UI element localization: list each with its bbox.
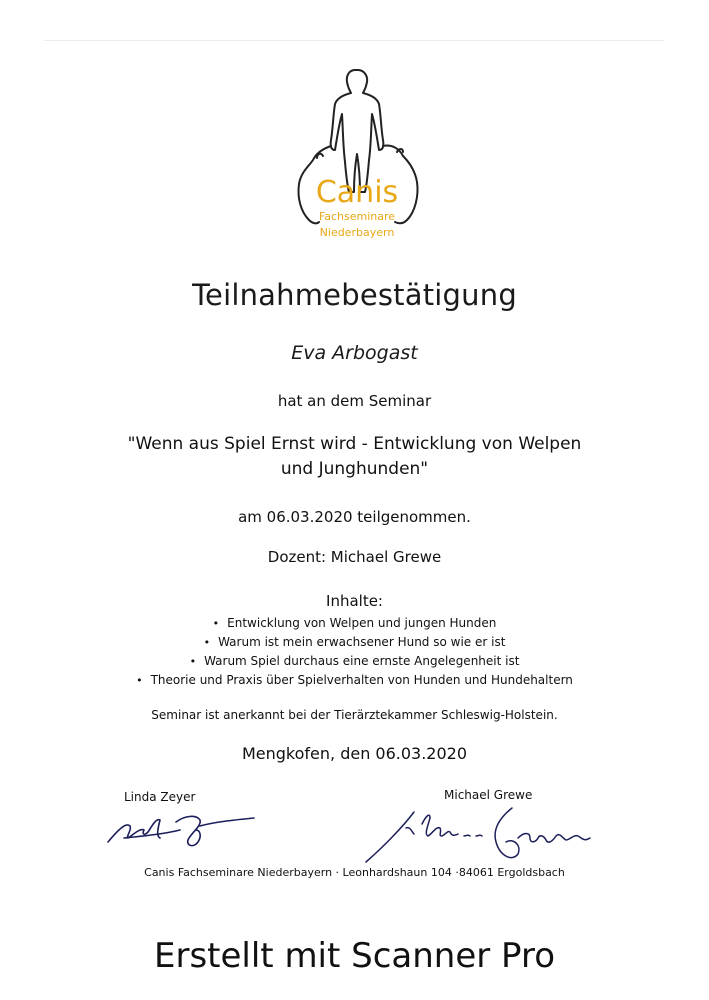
lecturer: Dozent: Michael Grewe [267, 548, 442, 566]
signature-left [104, 800, 264, 850]
place-date: Mengkofen, den 06.03.2020 [241, 744, 468, 763]
logo-line1-text: Fachseminare [318, 210, 396, 223]
certificate-title: Teilnahmebestätigung [192, 278, 517, 312]
list-item: • Entwicklung von Welpen und jungen Hunden [0, 614, 709, 633]
logo-brand-text: Canis [315, 175, 399, 210]
scan-edge-line [44, 40, 664, 41]
attendance-date: am 06.03.2020 teilgenommen. [238, 508, 471, 526]
list-item: • Theorie und Praxis über Spielverhalten von Hunden und Hundehaltern [0, 671, 709, 690]
participant-name: Eva Arbogast [291, 342, 418, 364]
logo-line2-text: Niederbayern [319, 226, 395, 239]
contents-list [0, 614, 709, 690]
list-item: • Warum ist mein erwachsener Hund so wie er ist [0, 633, 709, 652]
signer-right-name: Michael Grewe [444, 788, 533, 802]
seminar-title: "Wenn aus Spiel Ernst wird - Entwicklung von Welpen und Junghunden" [127, 434, 582, 479]
signature-right [362, 798, 612, 868]
intro-text: hat an dem Seminar [277, 392, 432, 410]
signer-left-name: Linda Zeyer [124, 790, 196, 804]
recognition-note: Seminar ist anerkannt bei der Tierärztekammer Schleswig-Holstein. [151, 708, 558, 722]
canis-logo [287, 62, 427, 244]
scanner-watermark: Erstellt mit Scanner Pro [153, 936, 555, 976]
contents-heading: Inhalte: [326, 592, 383, 610]
footer-address: Canis Fachseminare Niederbayern · Leonhardshaun 104 ·84061 Ergoldsbach [144, 866, 565, 879]
list-item: • Warum Spiel durchaus eine ernste Angelegenheit ist [0, 652, 709, 671]
